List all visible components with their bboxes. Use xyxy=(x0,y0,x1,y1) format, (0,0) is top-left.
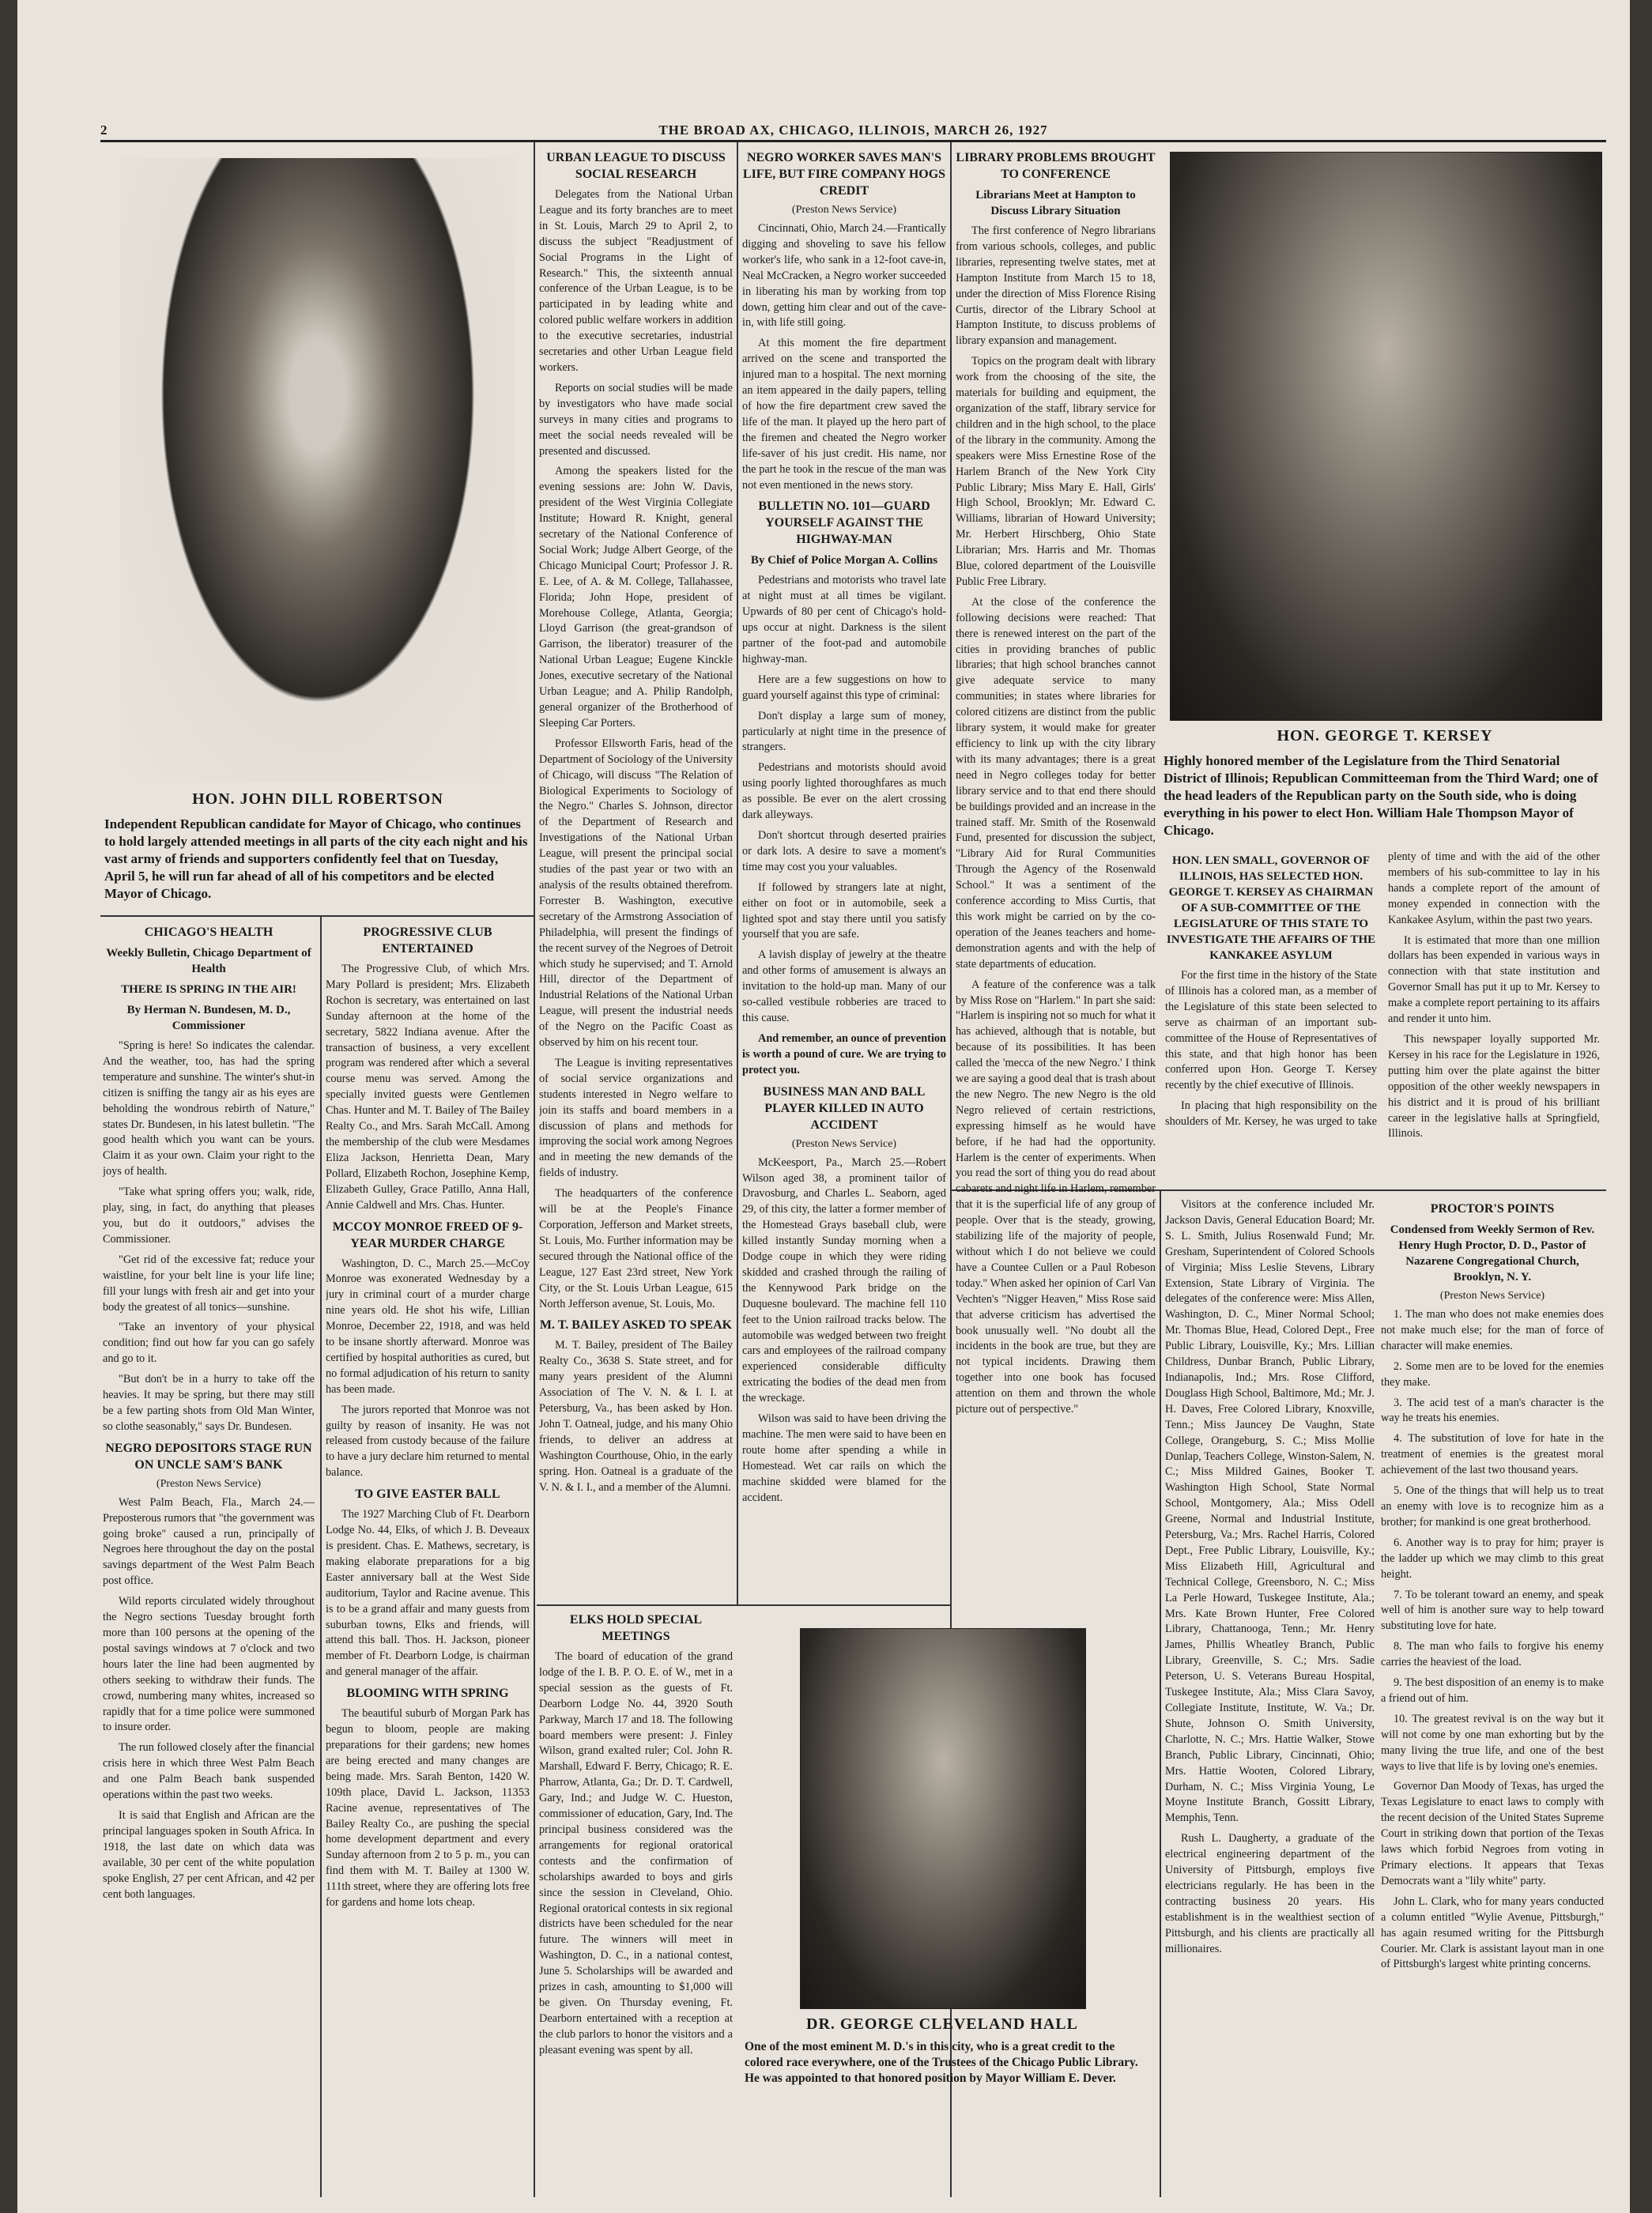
paragraph: "Take an inventory of your physical condition; find out how far you can go safely and go to it. xyxy=(103,1321,315,1366)
column-2 xyxy=(326,921,530,2197)
column-1 xyxy=(103,921,315,2197)
proctor-point: 5. One of the things that will help us to treat an enemy with love is to recognize him as a brother; for mankind is one great brotherhood. xyxy=(1381,1484,1604,1529)
depositors-byline: (Preston News Service) xyxy=(156,1477,262,1490)
proctor-headline: PROCTOR'S POINTS xyxy=(1430,1202,1555,1216)
paragraph: Don't shortcut through deserted prairies or dark lots. A desire to save a moment's time may cost you your valuables. xyxy=(742,829,946,873)
proctor-point: 7. To be tolerant toward an enemy, and speak well of him is another sure way to help toward substituting love for hate. xyxy=(1381,1588,1604,1633)
paragraph: Delegates from the National Urban League and its forty branches are to meet in St. Louis, March 29 to April 2, to discuss the subject "Readjustment of Social Programs in the Light of Research." This, the sixteenth annual conference of the Urban League, is to be participated in by leading white and colored public welfare workers in addition to the executive secretaries, industrial secretaries and other Urban League field workers. xyxy=(539,188,733,374)
column-3 xyxy=(539,146,733,1600)
paragraph: Professor Ellsworth Faris, head of the Department of Sociology of the University of Chicago, will discuss "The Relation of Biological Experiments to Sociology of the Negro." Charles S. Johnson, director of the Department of Research and Investigations of the National Urban League, will present the principal social studies of the past year or two with an analysis of the results obtained therefrom. Forrester B. Washington, executive secretary of the Armstrong Association of Philadelphia, will present the findings of the recent survey of the Negroes of Detroit which study he supervised; and T. Arnold Hill, director of the Department of Industrial Relations of the National Urban League, will present the industrial needs of the Negro on the Pacific Coast as observed by him on his recent tour. xyxy=(539,737,733,1050)
column-rule xyxy=(320,917,322,2197)
urban-headline: URBAN LEAGUE TO DISCUSS SOCIAL RESEARCH xyxy=(546,151,726,181)
paragraph: The beautiful suburb of Morgan Park has begun to bloom, people are making preparations for their gardens; new homes are being erected and many changes are being made. Mrs. Sarah Benton, 1420 W. 109th place, David L. Jackson, 11353 Racine avenue, representatives of The Bailey Realty Co., are pushing the special home development department and every Sunday afternoon from 2 to 5 p. m., you can find them with M. T. Bailey at 1300 W. 111th street, where they are offering lots free for gardens and home lots cheap. xyxy=(326,1707,530,1910)
hall-portrait xyxy=(800,1628,1086,2009)
fire-headline: NEGRO WORKER SAVES MAN'S LIFE, BUT FIRE COMPANY HOGS CREDIT xyxy=(742,151,946,198)
paragraph: M. T. Bailey, president of The Bailey Realty Co., 3638 S. State street, and for many years president of the Alumni Association of The V. N. & I. I. at Petersburg, Va., has been asked by Hon. John T. Oatneal, judge, and his many Ohio friends, to deliver an address at Washington Courthouse, Ohio, in the early spring. Hon. Oatneal is a graduate of the V. N. & I. I., and a member of the Alumni. xyxy=(539,1339,733,1494)
paragraph: Wilson was said to have been driving the machine. The men were said to have been en route home after spending a while in Homestead. Wet car rails on which the machine skidded were blamed for the accident. xyxy=(742,1412,946,1504)
bailey-headline: M. T. BAILEY ASKED TO SPEAK xyxy=(539,1318,733,1333)
paragraph: Wild reports circulated widely throughout the Negro sections Tuesday brought forth more than 100 persons at the opening of the postal savings windows at 7 o'clock and two hours later the line had been augmented by others seeking to withdraw their funds. The crowd, numbering many whites, increased so rapidly that for a time police were summoned to insure order. xyxy=(103,1595,315,1734)
proctor-point: 6. Another way is to pray for him; prayer is the ladder up which we may climb to this great height. xyxy=(1381,1536,1604,1581)
paragraph: Don't display a large sum of money, particularly at night time in the presence of strangers. xyxy=(742,709,946,754)
proctor-point: 10. The greatest revival is on the way but it will not come by one man exhorting but by the many living the true life, and one of the best ways to live that life is by loving one's enemies. xyxy=(1381,1712,1604,1773)
paragraph: Pedestrians and motorists should avoid using poorly lighted thoroughfares as much as possible. Be ever on the alert crossing dark alleyways. xyxy=(742,761,946,822)
proctor-byline: (Preston News Service) xyxy=(1439,1290,1545,1302)
proctor-point: 9. The best disposition of an enemy is to make a friend out of him. xyxy=(1381,1676,1604,1705)
proctor-point: 3. The acid test of a man's character is the way he treats his enemies. xyxy=(1381,1396,1604,1425)
column-rule xyxy=(1160,1189,1161,2197)
paragraph: This newspaper loyally supported Mr. Kersey in his race for the Legislature in 1926, putting him over the plate against the bitter opposition of the other weekly newspapers in his district and it is proud of his brilliant career in the legislative halls at Springfield, Illinois. xyxy=(1388,1032,1600,1140)
paragraph: Rush L. Daugherty, a graduate of the electrical engineering department of the University of Pittsburgh, employs five electricians regularly. He has been in the contracting business 20 years. His establishment is in the wealthiest section of Pittsburgh, and his clients are practically all millionaires. xyxy=(1165,1832,1375,1955)
paragraph: "Take what spring offers you; walk, ride, play, sing, in fact, do anything that pleases you, but do it outdoors," advises the Commissioner. xyxy=(103,1186,315,1246)
paragraph: Cincinnati, Ohio, March 24.—Frantically digging and shoveling to save his fellow worker's life, who sank in a 12-foot cave-in, Neal McCracken, a Negro worker succeeded in liberating his man by working from top down, getting him clear and out of the cave-in, with life still going. xyxy=(742,222,946,330)
easter-headline: TO GIVE EASTER BALL xyxy=(355,1487,500,1502)
paragraph: At the close of the conference the following decisions were reached: That there is renewed interest on the part of the cities in providing branches of public libraries; that high school branches cannot give adequate service to many communities; in states where libraries for colored citizens are distinct from the public library system, it would make for greater efficiency to link up with the city library with its many advantages; there is a great need in Negro colleges today for better library service and to that end there should be buildings provided and an increase in the trained staff. Mr. Smith of the Rosenwald Fund, presented for discussion the subject, "Library Aid for Rural Communities Through the Agency of the Rosenwald School." It was a sentiment of the conference according to Miss Curtis, that this work might be carried on by the co-operation of the Jeanes teachers and home-demonstration agents and with the help of state departments of education. xyxy=(956,595,1156,971)
paragraph: "Get rid of the excessive fat; reduce your waistline, for your belt line is your life line; fill your lungs with fresh air and get into your body the greatest of all tonics—sunshine. xyxy=(103,1253,315,1314)
paragraph: A feature of the conference was a talk by Miss Rose on "Harlem." In part she said: "Harlem is inspiring not so much for what it has achieved, although that is notable, but because of its possibilities. It has been called the 'mecca of the new Negro.' I think we are saying a good deal that is trash about the new Negro. The new Negro is the old Negro relieved of certain restrictions, expressing himself as he would have before, if he had had the opportunity. Harlem is the center of experiments. When you read the sort of thing you do read about cabarets and night life in Harlem, remember that it is the superficial life of any group of people. Over that is the steady, growing, stabilizing life of the majority of people, without which I do not believe we could have a Countee Cullen or a Paul Robeson today." When asked her opinion of Carl Van Vechten's "Nigger Heaven," Miss Rose said that adverse criticism has advertised the book unusually well. "No doubt all the incidents in the book are true, but they are not typical incidents. Drawing them together into one book has focused attention on them and thrown the whole picture out of perspective." xyxy=(956,978,1156,1416)
small-article xyxy=(1165,850,1600,1186)
bulletin-byline: By Chief of Police Morgan A. Collins xyxy=(750,554,938,567)
ballplayer-headline: BUSINESS MAN AND BALL PLAYER KILLED IN AUTO ACCIDENT xyxy=(763,1084,926,1132)
paragraph: The jurors reported that Monroe was not guilty by reason of insanity. He was not released from custody because of the failure to have a jury declare him returned to mental balance. xyxy=(326,1403,530,1480)
paragraph: Here are a few suggestions on how to guard yourself against this type of criminal: xyxy=(742,673,946,702)
paragraph: Governor Dan Moody of Texas, has urged the Texas Legislature to enact laws to comply with the recent decision of the United States Supreme Court in striking down that portion of the Texas laws which forbid Negroes from voting in Primary elections. It appears that Texas Democrats want a "lily white" party. xyxy=(1381,1780,1604,1887)
paragraph: The first conference of Negro librarians from various schools, colleges, and public libraries, representing twelve states, met at Hampton Institute from March 15 to 18, under the direction of Miss Florence Rising Curtis, director of the Library School at Hampton Institute, to discuss problems of library expansion and management. xyxy=(956,224,1156,348)
paragraph: It is estimated that more than one million dollars has been expended in various ways in connection with that state institution and Governor Small has put it up to Mr. Kersey to make a complete report pertaining to its affairs and render it unto him. xyxy=(1388,933,1600,1026)
paragraph: If followed by strangers late at night, either on foot or in automobile, seek a lighted spot and stay there until you satisfy yourself that you are safe. xyxy=(742,880,946,941)
proctor-point: 2. Some men are to be loved for the enemies they make. xyxy=(1381,1359,1604,1389)
health-sub2: THERE IS SPRING IN THE AIR! xyxy=(121,983,296,996)
depositors-headline: NEGRO DEPOSITORS STAGE RUN ON UNCLE SAM'S BANK xyxy=(105,1441,312,1472)
hall-name: DR. GEORGE CLEVELAND HALL xyxy=(806,2015,1078,2033)
library-sub: Librarians Meet at Hampton to Discuss Library Situation xyxy=(975,189,1136,217)
paragraph: John L. Clark, who for many years conducted a column entitled "Wylie Avenue, Pittsburgh," has again resumed writing for the Pittsburgh Courier. Mr. Clark is assistant layout man in one of Pittsburgh's largest white printing concerns. xyxy=(1381,1894,1604,1971)
paragraph: Pedestrians and motorists who travel late at night must at all times be vigilant. Upwards of 80 per cent of Chicago's hold-ups occur at night. Darkness is the silent partner of the foot-pad and automobile highway-man. xyxy=(742,574,946,665)
paragraph: At this moment the fire department arrived on the scene and transported the injured man to a hospital. The next morning an item appeared in the daily papers, telling of how the fire department crew saved the life of the man. It played up the hero part of the firemen and cheated the Negro worker life-saver of his just credit. His name, nor the part he took in the rescue of the man was not even mentioned in the news story. xyxy=(742,337,946,492)
fire-byline: (Preston News Service) xyxy=(791,204,897,216)
column-rule xyxy=(737,142,738,1604)
paragraph: The headquarters of the conference will be at the People's Finance Corporation, Jefferson and Market streets, St. Louis, Mo. Further information may be secured through the National office of the League, 127 East 23rd street, New York City, or the St. Louis Urban League, 615 North Jefferson avenue, St. Louis, Mo. xyxy=(539,1187,733,1310)
paragraph: Washington, D. C., March 25.—McCoy Monroe was exonerated Wednesday by a jury in criminal court of a murder charge nine years old. He shot his wife, Lillian Monroe, December 22, 1918, and was held to be insane shortly afterward. Monroe was certified by hospital authorities as cured, but no formal adjudication of his return to sanity has been made. xyxy=(326,1257,530,1396)
library-column xyxy=(956,146,1156,1600)
paragraph: Topics on the program dealt with library work from the choosing of the site, the materials for building and equipment, the organization of the staff, library service for children and in the high school, to the place of the library in the community. Among the speakers were Miss Ernestine Rose of the Harlem Branch of the New York City Public Library; Miss Mary E. Hall, Girls' High School, Brooklyn; Mr. Edward C. Williams, librarian of Howard University; Mr. Herbert Hirschberg, Ohio State Librarian; Mrs. Harris and Mr. Thomas Blue, colored department of the Louisville Public Free Library. xyxy=(956,355,1156,588)
bulletin-headline: BULLETIN NO. 101—GUARD YOURSELF AGAINST THE HIGHWAY-MAN xyxy=(758,500,930,547)
proctor-sub: Condensed from Weekly Sermon of Rev. Henry Hugh Proctor, D. D., Pastor of Nazarene Congregational Church, Brooklyn, N. Y. xyxy=(1390,1223,1595,1284)
blooming-headline: BLOOMING WITH SPRING xyxy=(346,1687,509,1701)
elks-column xyxy=(539,1608,733,2197)
ballplayer-byline: (Preston News Service) xyxy=(791,1137,897,1150)
paragraph: A lavish display of jewelry at the theatre and other forms of amusement is always an invitation to the hold-up man. Many of our so-called vestibule robberies are traced to this cause. xyxy=(742,948,946,1024)
robertson-portrait xyxy=(120,158,515,782)
paragraph: The board of education of the grand lodge of the I. B. P. O. E. of W., met in a special session as the guests of Ft. Dearborn Lodge No. 44, 3920 South Parkway, March 17 and 18. The following board members were present: J. Finley Wilson, grand exalted ruler; Col. John R. Marshall, Edward F. Berry, Chicago; R. E. Pharrow, Atlanta, Ga.; Dr. D. T. Cardwell, Gary, Ind.; and Judge W. C. Hueston, commissioner of education, Gary, Ind. The principal business considered was the arrangements for regional oratorical contests and the confirmation of scholarships awarded to boys and girls since the session in Cleveland, Ohio. Regional oratorical contests in six regional districts have been scheduled for the near future. The winners will meet in Washington, D. C., in a national contest, June 5. Scholarships will be awarded and prizes in cash, amounting to $1,000 will be given. On Thursday evening, Ft. Dearborn entertained with a reception at the club parlors to honor the visitors and a pleasant evening was spent by all. xyxy=(539,1650,733,2057)
paragraph: The run followed closely after the financial crisis here in which three West Palm Beach and one Palm Beach bank suspended operations within the past two weeks. xyxy=(103,1741,315,1802)
kersey-caption: Highly honored member of the Legislature from the Third Senatorial District of Illinois; Republican Committeeman from the Third Ward; one of the head leaders of the Republican party on the South side, who is doing everything in his power to elect Hon. William Hale Thompson Mayor of Chicago. xyxy=(1164,753,1598,838)
section-rule xyxy=(537,1604,950,1606)
newspaper-page xyxy=(17,0,1630,2213)
paragraph: Reports on social studies will be made by investigators who have made social surveys in many cities and programs to meet the social needs revealed will be presented and discussed. xyxy=(539,381,733,458)
monroe-headline: MCCOY MONROE FREED OF 9-YEAR MURDER CHARGE xyxy=(332,1220,523,1250)
health-headline: CHICAGO'S HEALTH xyxy=(144,926,273,939)
proctor-point: 4. The substitution of love for hate in the treatment of enemies is the greatest moral achievement of the last two thousand years. xyxy=(1381,1432,1604,1477)
masthead-title: THE BROAD AX, CHICAGO, ILLINOIS, MARCH 26, 1927 xyxy=(658,123,1048,138)
health-byline: By Herman N. Bundesen, M. D., Commissioner xyxy=(126,1004,291,1032)
library-headline: LIBRARY PROBLEMS BROUGHT TO CONFERENCE xyxy=(956,151,1156,181)
small-headline: HON. LEN SMALL, GOVERNOR OF ILLINOIS, HAS SELECTED HON. GEORGE T. KERSEY AS CHAIRMAN OF A SUB-COMMITTEE OF THE LEGISLATURE OF THIS STATE TO INVESTIGATE THE AFFAIRS OF THE KANKAKEE ASYLUM xyxy=(1166,854,1376,962)
paragraph: And remember, an ounce of prevention is worth a pound of cure. We are trying to protect you. xyxy=(742,1031,946,1076)
column-rule xyxy=(534,142,535,2197)
paragraph: "But don't be in a hurry to take off the heavies. It may be spring, but there may still be a few parting shots from Old Man Winter, so clothe seasonably," says Dr. Bundesen. xyxy=(103,1373,315,1433)
masthead xyxy=(100,123,1606,142)
paragraph: The League is inviting representatives of social service organizations and students interested in Negro welfare to join its staffs and board members in a discussion of plans and methods for improving the social work among Negroes and in meeting the new demands of the fields of industry. xyxy=(539,1056,733,1180)
progressive-headline: PROGRESSIVE CLUB ENTERTAINED xyxy=(363,926,492,956)
hall-caption: One of the most eminent M. D.'s in this city, who is a great credit to the colored race everywhere, one of the Trustees of the Chicago Public Library. He was appointed to that honored position by Mayor William E. Dever. xyxy=(745,2040,1138,2085)
paragraph: McKeesport, Pa., March 25.—Robert Wilson aged 38, a prominent tailor of Dravosburg, and Charles L. Seaborn, aged 29, of this city, the latter a former member of the Homestead Grays baseball club, were killed instantly Sunday morning when a Dodge coupe in which they were riding skidded and crashed through the railing of the Kennywood Park bridge on the Duquesne boulevard. The machine fell 110 feet to the Union railroad tracks below. The automobile was wedged between two freight cars and employees of the railroad company experienced considerable difficulty extricating the bodies of the dead men from the wreckage. xyxy=(742,1156,946,1405)
page-number: 2 xyxy=(100,123,108,138)
paragraph: The 1927 Marching Club of Ft. Dearborn Lodge No. 44, Elks, of which J. B. Deveaux is president. Chas. E. Mathews, secretary, is making elaborate preparations for a big Easter anniversary ball at the West Side auditorium, Taylor and Racine avenue. This is to be a grand affair and many guests from suburban towns, Elks and friends, will attend this ball. Thos. H. Jackson, pioneer member of Ft. Dearborn Lodge, is chairman and general manager of the affair. xyxy=(326,1508,530,1679)
kersey-portrait xyxy=(1170,152,1602,721)
robertson-name: HON. JOHN DILL ROBERTSON xyxy=(192,790,443,808)
proctor-column xyxy=(1381,1197,1604,2197)
health-sub: Weekly Bulletin, Chicago Department of Health xyxy=(106,947,311,975)
library-continued xyxy=(1165,1197,1375,2197)
column-4 xyxy=(742,146,946,1600)
paragraph: In placing that high responsibility on the shoulders of Mr. Kersey, he was urged to take plenty of time and with the aid of the other members of his sub-committee to lay in his hands a complete report of the amount of money expended in connection with the Kankakee Asylum, within the past two years. xyxy=(1165,850,1600,1129)
paragraph: For the first time in the history of the State of Illinois has a colored man, as a member of the Legislature of this state been selected to serve as chairman of an important sub-committee of the House of Representatives of this state, and that high honor has been conferred upon Hon. George T. Kersey recently by the chief executive of Illinois. xyxy=(1165,969,1377,1092)
paragraph: The Progressive Club, of which Mrs. Mary Pollard is president; Mrs. Elizabeth Rochon is secretary, was entertained on last Sunday afternoon at the home of the secretary, 5822 Indiana avenue. After the transaction of business, a very excellent program was rendered after which a several course menu was served. Among the specially invited guests were Gentlemen Chas. Hunter and M. T. Bailey of The Bailey Realty Co., and Mrs. Sarah McCall. Among the membership of the club were Mesdames Eliza Jackson, Henrietta Dean, Mary Pollard, Elizabeth Rochon, Josephine Kemp, Elizabeth Gulley, Grace Patillo, Anna Hall, Annie Caldwell and Mrs. Chas. Hunter. xyxy=(326,963,530,1212)
paragraph: West Palm Beach, Fla., March 24.—Preposterous rumors that "the government was going broke" caused a run, principally of Negroes here throughout the day on the postal savings department of the West Palm Beach post office. xyxy=(103,1495,315,1588)
section-rule xyxy=(100,915,534,917)
kersey-name: HON. GEORGE T. KERSEY xyxy=(1277,727,1493,745)
elks-headline: ELKS HOLD SPECIAL MEETINGS xyxy=(569,1613,703,1643)
proctor-point: 8. The man who fails to forgive his enemy carries the heaviest of the load. xyxy=(1381,1640,1604,1669)
proctor-point: 1. The man who does not make enemies does not make much else; for the man of force of character will make enemies. xyxy=(1381,1308,1604,1352)
paragraph: "Spring is here! So indicates the calendar. And the weather, too, has had the spring temperature and sunshine. The winter's shut-in citizen is sniffing the tangy air as his eyes are beholding the wondrous rebirth of Nature," states Dr. Bundesen, in his latest bulletin. "The good health which you want can be yours. Claim it as your own. Claim your right to the joys of health. xyxy=(103,1039,315,1178)
paragraph: Visitors at the conference included Mr. Jackson Davis, General Education Board; Mr. S. L. Smith, Julius Rosenwald Fund; Mr. Gresham, Superintendent of Colored Schools of Virginia; Miss Leslie Stevens, Library Extension, State Library of Virginia. The delegates of the conference were: Miss Allen, Washington, D. C., Miner Normal School; Mr. Thomas Blue, Head, Colored Dept., Free Public Library, Louisville, Ky.; Mrs. Lillian Childress, Dunbar Branch, Public Library, Indianapolis, Ind.; Mrs. Rose Clifford, Douglass High School, Baltimore, Md.; Mr. J. H. Daves, Free Colored Library, Knoxville, Tenn.; Miss Jauncey De Vaughn, State College, Orangeburg, S. C.; Miss Mollie Dunlap, Teachers College, Winston-Salem, N. C.; Miss Mildred Gaines, Booker T. Washington High School, State Normal School, Montgomery, Ala.; Miss Odell Greene, Normal and Industrial Institute, Petersburg, Va.; Mrs. Rachel Harris, Colored Dept., Free Public Library, Louisville, Ky.; Miss Elizabeth Hill, Agricultural and Technical College, Greensboro, N. C.; Miss La Perle Howard, Tuskegee Institute, Ala.; Mrs. Kate Brown Hunter, Free Colored Library, Chattanooga, Tenn.; Mr. Henry James, Phillis Wheatley Branch, Public Library, Greenville, S. C.; Mrs. Sadie Peterson, U. S. Veterans Bureau Hospital, Tuskegee Institute, Ala.; Miss Clara Savoy, Collegiate Institute, Institute, W. Va.; Dr. Shute, Johnson O. Smith University, Charlotte, N. C.; Mrs. Hattie Walker, Stowe Branch, Public Library, Cincinnati, Ohio; Mrs. Hattie Wooten, Colored Library, Durham, N. C.; Miss Virginia Young, Le Moyne Institute Branch, Gossitt Library, Memphis, Tenn. xyxy=(1165,1198,1375,1825)
robertson-caption: Independent Republican candidate for Mayor of Chicago, who continues to hold largely attended meetings in all parts of the city each night and his vast army of friends and supporters confidently feel that on Tuesday, April 5, he will run far ahead of all of his competitors and be elected Mayor of Chicago. xyxy=(104,816,528,901)
paragraph: It is said that English and African are the principal languages spoken in South Africa. In 1918, the last date on which data was available, 30 per cent of the white population spoke English, 27 per cent African, and 42 per cent both languages. xyxy=(103,1808,315,1901)
paragraph: Among the speakers listed for the evening sessions are: John W. Davis, president of the West Virginia Collegiate Institute; Howard R. Knight, general secretary of the National Conference of Social Work; Judge Albert George, of the Chicago Municipal Court; Professor J. R. E. Lee, of A. & M. College, Tallahassee, Florida; John Hope, president of Morehouse College, Atlanta, Georgia; Lloyd Garrison (the great-grandson of Garrison, the liberator) treasurer of the National Urban League; Eugene Kinckle Jones, executive secretary of the National Urban League; and A. Philip Randolph, general organizer of the Brotherhood of Sleeping Car Porters. xyxy=(539,465,733,729)
